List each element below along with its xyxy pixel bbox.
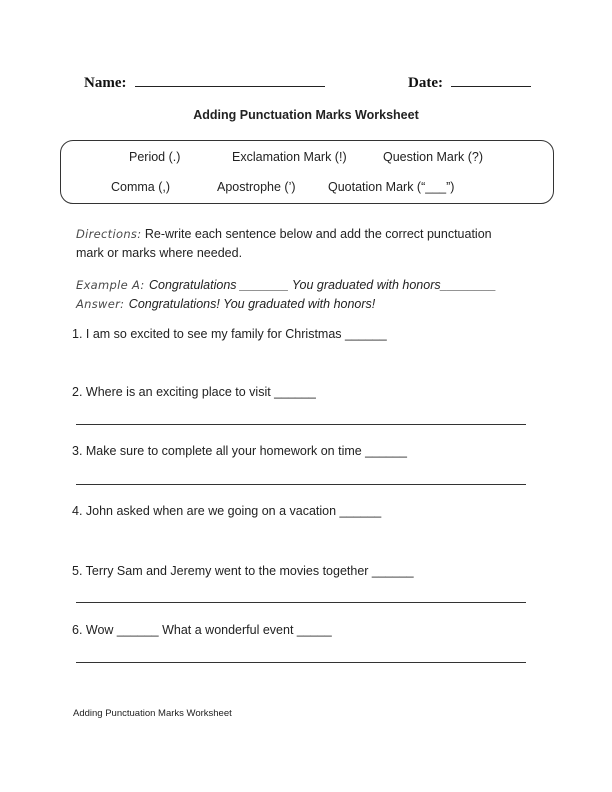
- answer-text: Congratulations! You graduated with honors!: [128, 297, 376, 311]
- worksheet-title: Adding Punctuation Marks Worksheet: [193, 108, 419, 122]
- question-6: 6. Wow ______ What a wonderful event _____: [72, 623, 332, 637]
- directions-label: Directions:: [76, 227, 142, 241]
- directions-text-1: Re-write each sentence below and add the correct punctuation: [144, 227, 492, 241]
- date-field[interactable]: [408, 72, 531, 92]
- answer-line-4[interactable]: [76, 543, 526, 544]
- directions-line-1: [76, 225, 536, 244]
- name-field[interactable]: [84, 72, 325, 92]
- answer-line-1[interactable]: [76, 366, 526, 367]
- date-label: Date:: [408, 75, 443, 91]
- question-1: 1. I am so excited to see my family for Christmas ______: [72, 327, 387, 341]
- mark-exclamation: Exclamation Mark (!): [232, 150, 347, 164]
- answer-label: Answer:: [76, 297, 125, 311]
- question-4: 4. John asked when are we going on a vacation ______: [72, 504, 382, 518]
- answer-line-6[interactable]: [76, 662, 526, 663]
- example-row: [76, 276, 496, 294]
- mark-question: Question Mark (?): [383, 150, 484, 164]
- mark-quotation: Quotation Mark (“___”): [328, 180, 455, 194]
- question-2: 2. Where is an exciting place to visit ______: [72, 385, 316, 399]
- mark-period: Period (.): [129, 150, 181, 164]
- name-label: Name:: [84, 75, 127, 91]
- answer-line-5[interactable]: [76, 602, 526, 603]
- name-blank[interactable]: [135, 72, 325, 87]
- question-3: 3. Make sure to complete all your homework on time ______: [72, 444, 407, 458]
- answer-line-3[interactable]: [76, 484, 526, 485]
- mark-comma: Comma (,): [111, 180, 171, 194]
- mark-apostrophe: Apostrophe (’): [217, 180, 296, 194]
- example-text: Congratulations _______ You graduated with honors________: [148, 278, 497, 292]
- example-label: Example A:: [76, 278, 145, 292]
- question-5: 5. Terry Sam and Jeremy went to the movies together ______: [72, 564, 414, 578]
- directions-line-2: mark or marks where needed.: [76, 246, 243, 260]
- page-footer: Adding Punctuation Marks Worksheet: [73, 708, 232, 719]
- answer-row: [76, 295, 375, 313]
- date-blank[interactable]: [451, 72, 531, 87]
- answer-line-2[interactable]: [76, 424, 526, 425]
- directions: [76, 225, 536, 263]
